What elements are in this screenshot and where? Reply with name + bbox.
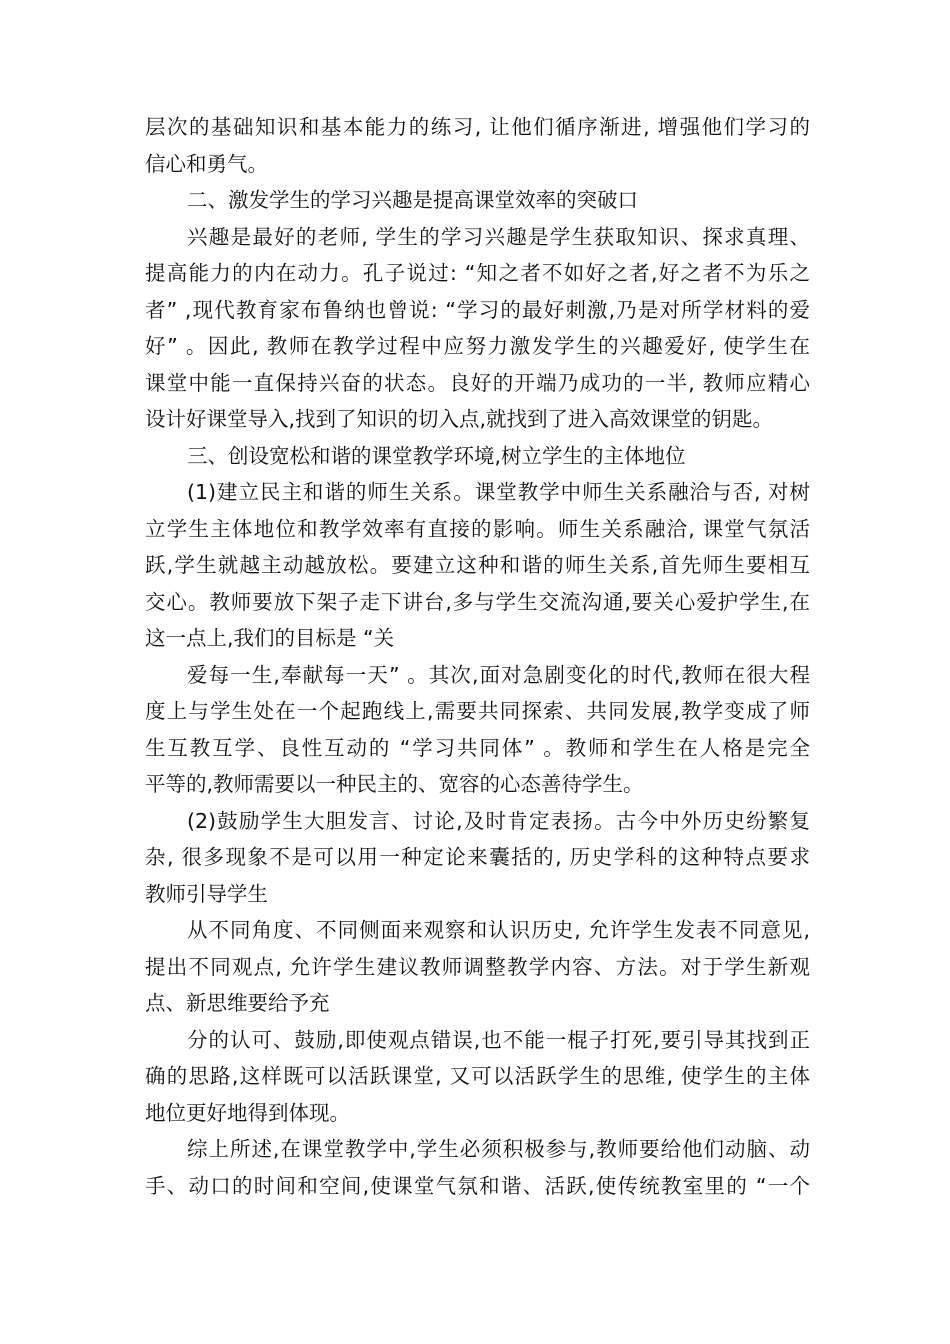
section-heading-3: 三、创设宽松和谐的课堂教学环境,树立学生的主体地位: [187, 443, 686, 468]
text-line: (1)建立民主和谐的师生关系。课堂教学中师生关系融洽与否, 对树: [187, 480, 810, 504]
text-line: 度上与学生处在一个起跑线上,需要共同探索、共同发展,教学变成了师: [145, 699, 810, 723]
text-line: 教师引导学生: [145, 881, 268, 906]
text-line: 兴趣是最好的老师, 学生的学习兴趣是学生获取知识、探求真理、: [187, 224, 810, 249]
text-line: 交心。教师要放下架子走下讲台,多与学生交流沟通,要关心爱护学生,在: [145, 589, 810, 614]
text-line: 提高能力的内在动力。孔子说过: “知之者不如好之者,好之者不为乐之: [145, 261, 810, 285]
text-line: 平等的,教师需要以一种民主的、宽容的心态善待学生。: [145, 772, 644, 796]
text-line: (2)鼓励学生大胆发言、讨论,及时肯定表扬。古今中外历史纷繁复: [187, 808, 810, 833]
text-line: 确的思路,这样既可以活跃课堂, 又可以活跃学生的思维, 使学生的主体: [145, 1064, 810, 1088]
text-line: 生互教互学、良性互动的 “学习共同体” 。教师和学生在人格是完全: [145, 735, 810, 760]
text-line: 点、新思维要给予充: [145, 991, 330, 1015]
text-line: 综上所述,在课堂教学中,学生必须积极参与,教师要给他们动脑、动: [187, 1137, 810, 1161]
text-line: 分的认可、鼓励,即使观点错误,也不能一棍子打死,要引导其找到正: [187, 1027, 810, 1052]
text-line: 提出不同观点, 允许学生建议教师调整教学内容、方法。对于学生新观: [145, 954, 810, 979]
text-line: 立学生主体地位和教学效率有直接的影响。师生关系融洽, 课堂气氛活: [145, 516, 810, 541]
text-line: 设计好课堂导入,找到了知识的切入点,就找到了进入高效课堂的钥匙。: [145, 407, 774, 431]
text-line: 课堂中能一直保持兴奋的状态。良好的开端乃成功的一半, 教师应精心: [145, 370, 810, 395]
section-heading-2: 二、激发学生的学习兴趣是提高课堂效率的突破口: [187, 188, 638, 212]
text-line: 者” ,现代教育家布鲁纳也曾说: “学习的最好刺激,乃是对所学材料的爱: [145, 297, 810, 322]
text-line: 好” 。因此, 教师在教学过程中应努力激发学生的兴趣爱好, 使学生在: [145, 334, 810, 358]
text-line: 杂, 很多现象不是可以用一种定论来囊括的, 历史学科的这种特点要求: [145, 845, 810, 869]
text-line: 从不同角度、不同侧面来观察和认识历史, 允许学生发表不同意见,: [187, 918, 810, 942]
text-line: 信心和勇气。: [145, 151, 268, 176]
text-line: 层次的基础知识和基本能力的练习, 让他们循序渐进, 增强他们学习的: [145, 115, 810, 139]
text-line: 这一点上,我们的目标是 “关: [145, 626, 395, 650]
text-line: 地位更好地得到体现。: [145, 1100, 350, 1125]
document-text: [145, 109, 810, 1204]
text-line: 手、动口的时间和空间,使课堂气氛和谐、活跃,使传统教室里的 “一个: [145, 1173, 810, 1198]
text-line: 爱每一生,奉献每一天” 。其次,面对急剧变化的时代,教师在很大程: [187, 662, 810, 687]
text-line: 跃,学生就越主动越放松。要建立这种和谐的师生关系,首先师生要相互: [145, 553, 810, 577]
